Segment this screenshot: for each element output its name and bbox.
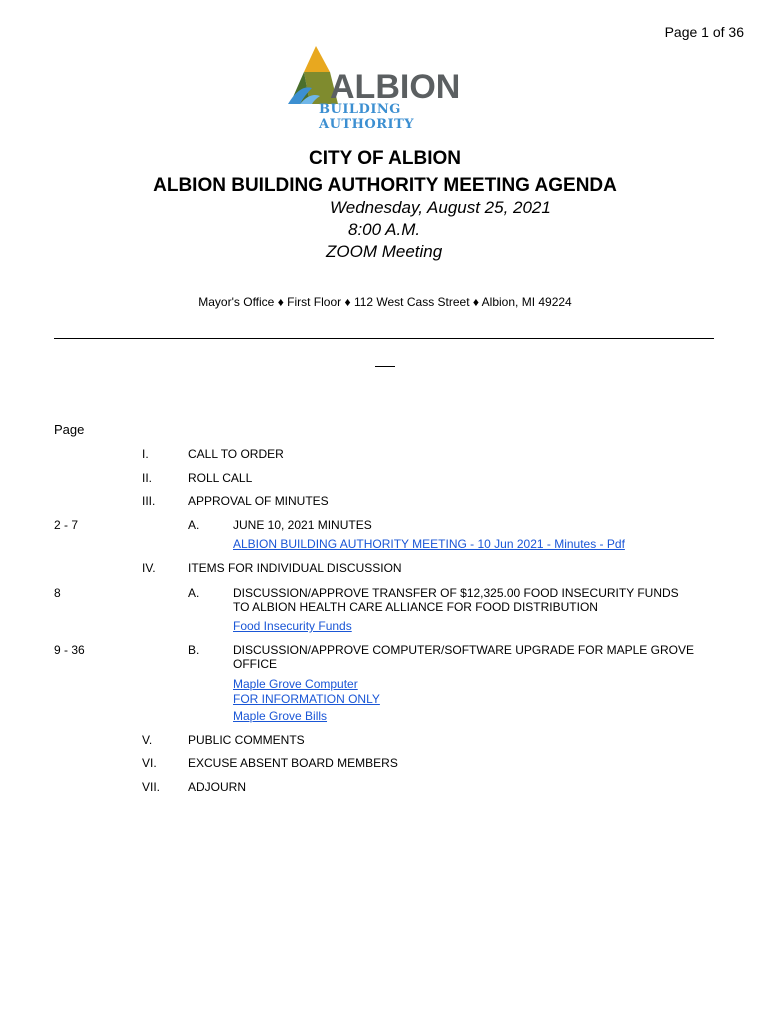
page-reference: 2 - 7 bbox=[54, 518, 79, 532]
meeting-time: 8:00 A.M. bbox=[348, 220, 421, 239]
meeting-address: Mayor's Office ♦ First Floor ♦ 112 West Cass Street ♦ Albion, MI 49224 bbox=[198, 295, 572, 309]
agenda-number: V. bbox=[142, 733, 153, 747]
agenda-letter: B. bbox=[188, 643, 200, 657]
logo-wordmark: ALBION bbox=[330, 68, 461, 106]
meeting-mode: ZOOM Meeting bbox=[326, 242, 443, 261]
agenda-number: VII. bbox=[142, 780, 161, 794]
albion-logo bbox=[286, 44, 476, 132]
agenda-item-food-insecurity-line1: DISCUSSION/APPROVE TRANSFER OF $12,325.00 FOOD INSECURITY FUNDS bbox=[233, 586, 679, 600]
agenda-item-individual-discussion: ITEMS FOR INDIVIDUAL DISCUSSION bbox=[188, 561, 402, 575]
agenda-item-roll-call: ROLL CALL bbox=[188, 471, 253, 485]
agenda-letter: A. bbox=[188, 518, 200, 532]
for-information-only-link[interactable]: FOR INFORMATION ONLY bbox=[233, 692, 380, 706]
page-reference: 8 bbox=[54, 586, 61, 600]
page-reference: 9 - 36 bbox=[54, 643, 85, 657]
page-indicator: Page 1 of 36 bbox=[664, 24, 744, 40]
maple-grove-computer-link[interactable]: Maple Grove Computer bbox=[233, 677, 358, 691]
page-column-header: Page bbox=[54, 422, 85, 437]
agenda-number: II. bbox=[142, 471, 153, 485]
agenda-item-approval-of-minutes: APPROVAL OF MINUTES bbox=[188, 494, 329, 508]
agenda-item-excuse-absent: EXCUSE ABSENT BOARD MEMBERS bbox=[188, 756, 398, 770]
maple-grove-bills-link[interactable]: Maple Grove Bills bbox=[233, 709, 328, 723]
agenda-item-food-insecurity-line2: TO ALBION HEALTH CARE ALLIANCE FOR FOOD DISTRIBUTION bbox=[233, 600, 598, 614]
agenda-item-computer-upgrade-line1: DISCUSSION/APPROVE COMPUTER/SOFTWARE UPGRADE FOR MAPLE GROVE bbox=[233, 643, 694, 657]
agenda-number: VI. bbox=[142, 756, 157, 770]
agenda-letter: A. bbox=[188, 586, 200, 600]
agenda-number: I. bbox=[142, 447, 149, 461]
logo-subtitle: BUILDING AUTHORITY bbox=[319, 102, 415, 132]
agenda-number: III. bbox=[142, 494, 156, 508]
agenda-item-adjourn: ADJOURN bbox=[188, 780, 247, 794]
agenda-item-computer-upgrade-line2: OFFICE bbox=[233, 657, 277, 671]
agenda-number: IV. bbox=[142, 561, 156, 575]
agenda-item-call-to-order: CALL TO ORDER bbox=[188, 447, 284, 461]
food-insecurity-funds-link[interactable]: Food Insecurity Funds bbox=[233, 619, 352, 633]
divider-line-short bbox=[375, 366, 395, 367]
meeting-date: Wednesday, August 25, 2021 bbox=[330, 198, 551, 217]
agenda-title: ALBION BUILDING AUTHORITY MEETING AGENDA bbox=[153, 175, 617, 196]
agenda-item-june-minutes: JUNE 10, 2021 MINUTES bbox=[233, 518, 372, 532]
divider-line bbox=[54, 338, 714, 339]
agenda-item-public-comments: PUBLIC COMMENTS bbox=[188, 733, 305, 747]
minutes-pdf-link[interactable]: ALBION BUILDING AUTHORITY MEETING - 10 Jun 2021 - Minutes - Pdf bbox=[233, 537, 625, 551]
city-title: CITY OF ALBION bbox=[309, 148, 461, 169]
